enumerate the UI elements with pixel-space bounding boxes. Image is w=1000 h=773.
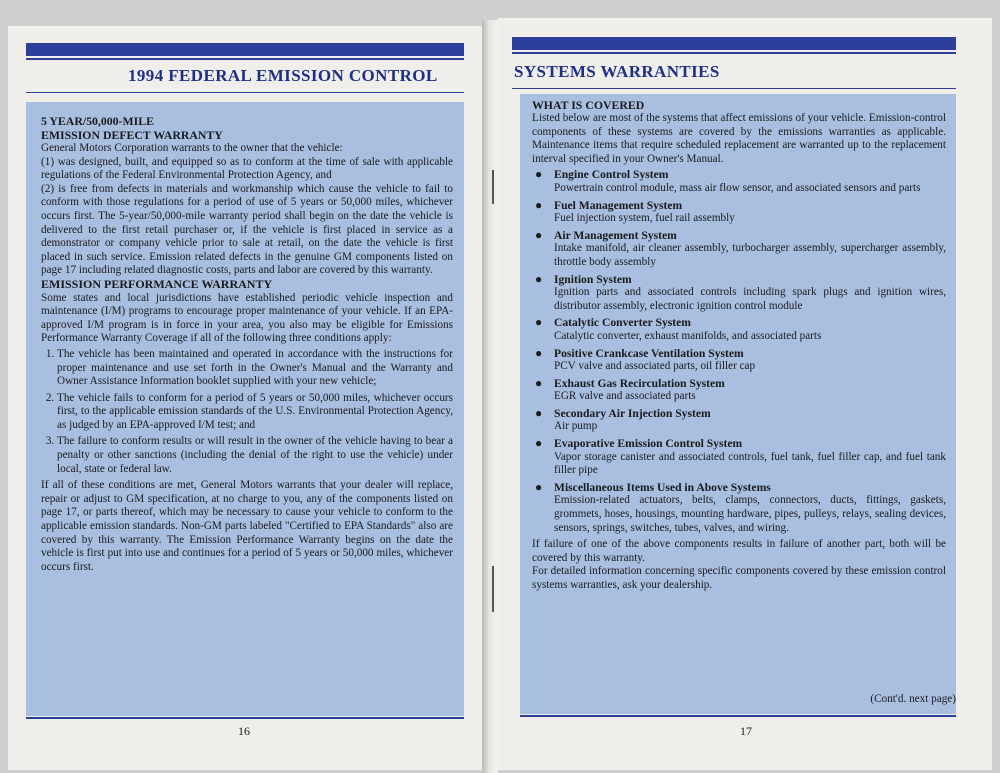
conditions-list (41, 348, 453, 476)
system-desc: Vapor storage canister and associated controls, fuel tank, fuel filler cap, and fuel tank filler pipe (554, 450, 946, 477)
system-desc: Emission-related actuators, belts, clamps, connectors, ducts, fittings, gaskets, grommets, hoses, housings, mounting hardware, pipes, pulleys, relays, sealing devices, sensors, springs, switches, tubes, valves, and wiring. (554, 494, 946, 534)
what-is-covered-heading: WHAT IS COVERED (532, 98, 645, 112)
system-name: Ignition System (554, 272, 632, 286)
right-page-title: SYSTEMS WARRANTIES (514, 62, 720, 81)
performance-warranty-heading: EMISSION PERFORMANCE WARRANTY (41, 276, 273, 291)
system-item (532, 481, 946, 535)
system-desc: Intake manifold, air cleaner assembly, turbocharger assembly, supercharger assembly, throttle body assembly (554, 242, 946, 268)
bullet-icon: ● (535, 405, 543, 420)
bullet-icon: ● (535, 375, 543, 390)
condition-item: 3. The failure to conform results or will result in the owner of the vehicle having to bear a penalty or other sanctions (including the denial of the right to use the vehicle) under local, state or federal law. (57, 435, 453, 476)
failure-note: If failure of one of the above components results in failure of another part, both will be covered by this warranty. (532, 538, 946, 564)
system-name: Exhaust Gas Recirculation System (554, 376, 725, 390)
system-name: Engine Control System (554, 168, 669, 182)
system-desc: Catalytic converter, exhaust manifolds, and associated parts (554, 329, 822, 342)
bullet-icon: ● (535, 197, 543, 212)
left-page-title: 1994 FEDERAL EMISSION CONTROL (128, 66, 438, 85)
system-item (532, 273, 946, 314)
system-name: Fuel Management System (554, 198, 683, 212)
what-is-covered-intro: Listed below are most of the systems that affect emissions of your vehicle. Emission-control components of these systems are covered by the emissions warranties as applicable. Maintenance items that require scheduled replacement are warranted up to the replacement interval specified in your Owner's Manual. (532, 112, 946, 165)
bullet-icon: ● (535, 227, 543, 242)
system-name: Miscellaneous Items Used in Above Systems (554, 480, 771, 494)
bullet-icon: ● (535, 436, 543, 451)
right-body (532, 98, 946, 593)
page-number-right: 17 (740, 724, 752, 738)
system-item (532, 229, 946, 270)
system-name: Positive Crankcase Ventilation System (554, 346, 744, 360)
condition-item: 1. The vehicle has been maintained and operated in accordance with the instructions for proper maintenance and use set forth in the Owner's Manual and the Warranty and Owner Assistance Information booklet supplied with your new vehicle; (57, 348, 453, 389)
system-item (532, 377, 946, 404)
right-header-bar (512, 37, 956, 50)
left-title-rule (26, 92, 464, 93)
systems-list (532, 168, 946, 535)
bullet-icon: ● (535, 167, 543, 182)
bullet-icon: ● (535, 345, 543, 360)
defect-warranty-point-2: (2) is free from defects in materials and workmanship which cause the vehicle to fail to conform with those regulations for a period of use of 5 years or 50,000 miles, whichever occurs first. The 5-year/50,000-mile warranty period shall begin on the date the vehicle is delivered to the first retail purchaser or, if the vehicle is first placed in service as a demonstrator or company vehicle prior to sale at retail, on the date the vehicle is first placed in such service. Emission related defects in the genuine GM components listed on page 17 including related diagnostic costs, parts and labor are covered by this warranty. (41, 182, 453, 277)
right-title-rule (512, 88, 956, 89)
system-item (532, 168, 946, 195)
system-item (532, 347, 946, 374)
detail-note: For detailed information concerning specific components covered by these emission control systems warranties, ask your dealership. (532, 565, 946, 591)
bullet-icon: ● (535, 479, 543, 494)
right-footer-rule (520, 715, 956, 717)
performance-warranty-closing: If all of these conditions are met, General Motors warrants that your dealer will replace, repair or adjust to GM specification, at no charge to you, any of the components listed on page 17, or parts thereof, which may be necessary to cause your vehicle to conform to the applicable emission standards. Non-GM parts labeled "Certified to EPA Standards" also are covered by this warranty. The Emission Performance Warranty begins on the date the vehicle is first put into use and continues for a period of 5 years or 50,000 miles, whichever occurs first. (41, 479, 453, 573)
bullet-icon: ● (535, 315, 543, 330)
performance-warranty-intro: Some states and local jurisdictions have established periodic vehicle inspection and maintenance (I/M) programs to encourage proper maintenance of your vehicle. If an EPA-approved I/M program is in force in your area, you also may be eligible for Emissions Performance Warranty Coverage if all of the following three conditions apply: (41, 291, 453, 345)
system-item (532, 407, 946, 434)
left-header-rule (26, 58, 464, 60)
system-item (532, 316, 946, 343)
defect-warranty-point-1: (1) was designed, built, and equipped so as to conform at the time of sale with applicable regulations of the Federal Environmental Protection Agency, and (41, 155, 453, 182)
defect-warranty-heading-1: 5 YEAR/50,000-MILE (41, 114, 154, 128)
staple-bottom (492, 566, 494, 612)
defect-warranty-intro: General Motors Corporation warrants to the owner that the vehicle: (41, 142, 343, 154)
system-name: Evaporative Emission Control System (554, 437, 743, 451)
system-name: Air Management System (554, 228, 677, 242)
system-desc: EGR valve and associated parts (554, 390, 696, 403)
system-desc: Fuel injection system, fuel rail assembly (554, 212, 735, 225)
system-item (532, 437, 946, 478)
booklet-spine (482, 20, 498, 773)
condition-item: 2. The vehicle fails to conform for a period of 5 years or 50,000 miles, whichever occurs first, to the applicable emission standards of the U.S. Environmental Protection Agency, as judged by an EPA-approved I/M test; and (57, 392, 453, 433)
system-name: Catalytic Converter System (554, 316, 691, 330)
system-desc: Air pump (554, 420, 598, 433)
system-desc: Ignition parts and associated controls including spark plugs and ignition wires, distributor assembly, electronic ignition control module (554, 286, 946, 312)
bullet-icon: ● (535, 271, 543, 286)
system-name: Secondary Air Injection System (554, 406, 711, 420)
system-item (532, 199, 946, 226)
system-desc: PCV valve and associated parts, oil filler cap (554, 360, 756, 373)
right-header-rule (512, 52, 956, 54)
left-header-bar (26, 43, 464, 56)
system-desc: Powertrain control module, mass air flow sensor, and associated sensors and parts (554, 181, 921, 194)
defect-warranty-heading-2: EMISSION DEFECT WARRANTY (41, 128, 223, 142)
page-number-left: 16 (238, 724, 250, 738)
left-body (41, 114, 453, 574)
continued-note: (Cont'd. next page) (870, 693, 956, 705)
left-footer-rule (26, 717, 464, 719)
staple-top (492, 170, 494, 204)
